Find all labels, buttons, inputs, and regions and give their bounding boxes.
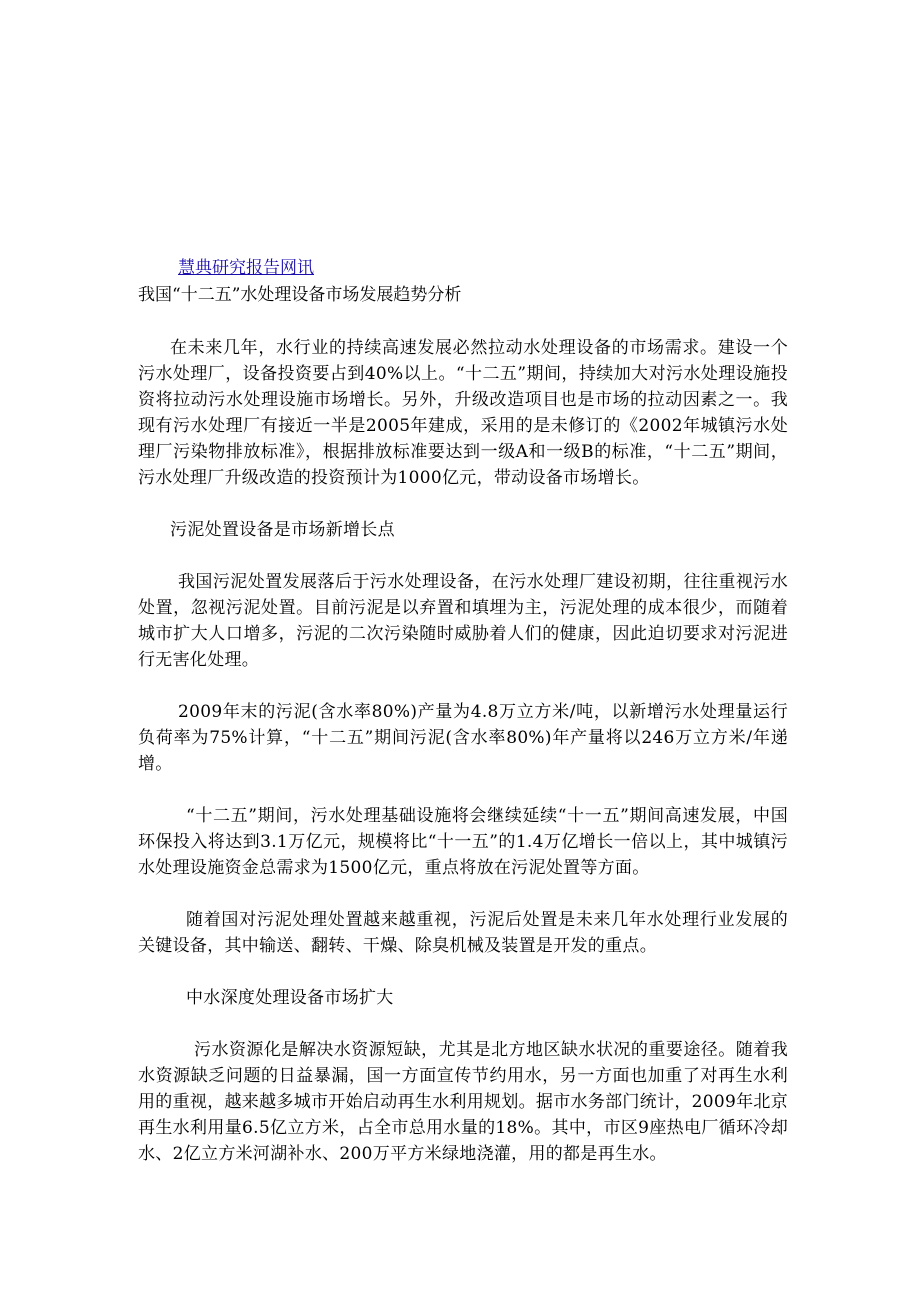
paragraph-gap (138, 491, 788, 517)
paragraph-gap (138, 673, 788, 699)
paragraph-gap (138, 777, 788, 803)
document-page (138, 255, 788, 1167)
paragraph-gap (138, 881, 788, 907)
paragraph-market-demand: 在未来几年，水行业的持续高速发展必然拉动水处理设备的市场需求。建设一个污水处理厂，设备投资要占到40%以上。“十二五”期间，持续加大对污水处理设施投资将拉动污水处理设施市场增长。另外，升级改造项目也是市场的拉动因素之一。我现有污水处理厂有接近一半是2005年建成，采用的是未修订的《2002年城镇污水处理厂污染物排放标准》，根据排放标准要达到一级A和一级B的标准，“十二五”期间，污水处理厂升级改造的投资预计为1000亿元，带动设备市场增长。 (138, 338, 788, 488)
paragraph-gap (138, 543, 788, 569)
section-heading-sludge: 污泥处置设备是市场新增长点 (170, 520, 395, 540)
section-heading-reclaimed-water: 中水深度处理设备市场扩大 (186, 988, 394, 1008)
paragraph-gap (138, 959, 788, 985)
paragraph-investment: “十二五”期间，污水处理基础设施将会继续延续“十一五”期间高速发展，中国环保投入将达到3.1万亿元，规模将比“十一五”的1.4万亿增长一倍以上，其中城镇污水处理设施资金总需求为1500亿元，重点将放在污泥处置等方面。 (138, 806, 788, 878)
paragraph-sludge-lag: 我国污泥处置发展落后于污水处理设备，在污水处理厂建设初期，往往重视污水处置，忽视污泥处置。目前污泥是以弃置和填埋为主，污泥处理的成本很少，而随着城市扩大人口增多，污泥的二次污染随时威胁着人们的健康，因此迫切要求对污泥进行无害化处理。 (138, 572, 788, 670)
paragraph-gap (138, 309, 788, 335)
paragraph-sludge-output: 2009年末的污泥(含水率80%)产量为4.8万立方米/吨，以新增污水处理量运行负荷率为75%计算，“十二五”期间污泥(含水率80%)年产量将以246万立方米/年递增。 (138, 702, 788, 774)
paragraph-key-equipment: 随着国对污泥处理处置越来越重视，污泥后处置是未来几年水处理行业发展的关键设备，其中输送、翻转、干燥、除臭机械及装置是开发的重点。 (138, 910, 788, 956)
document-title: 我国“十二五”水处理设备市场发展趋势分析 (138, 285, 462, 305)
source-link[interactable]: 慧典研究报告网讯 (178, 258, 314, 278)
paragraph-reclaimed-water: 污水资源化是解决水资源短缺，尤其是北方地区缺水状况的重要途径。随着我水资源缺乏问题的日益暴漏，国一方面宣传节约用水，另一方面也加重了对再生水利用的重视，越来越多城市开始启动再生水利用规划。据市水务部门统计，2009年北京再生水利用量6.5亿立方米，占全市总用水量的18%。其中，市区9座热电厂循环冷却水、2亿立方米河湖补水、200万平方米绿地浇灌，用的都是再生水。 (138, 1040, 788, 1164)
paragraph-gap (138, 1011, 788, 1037)
